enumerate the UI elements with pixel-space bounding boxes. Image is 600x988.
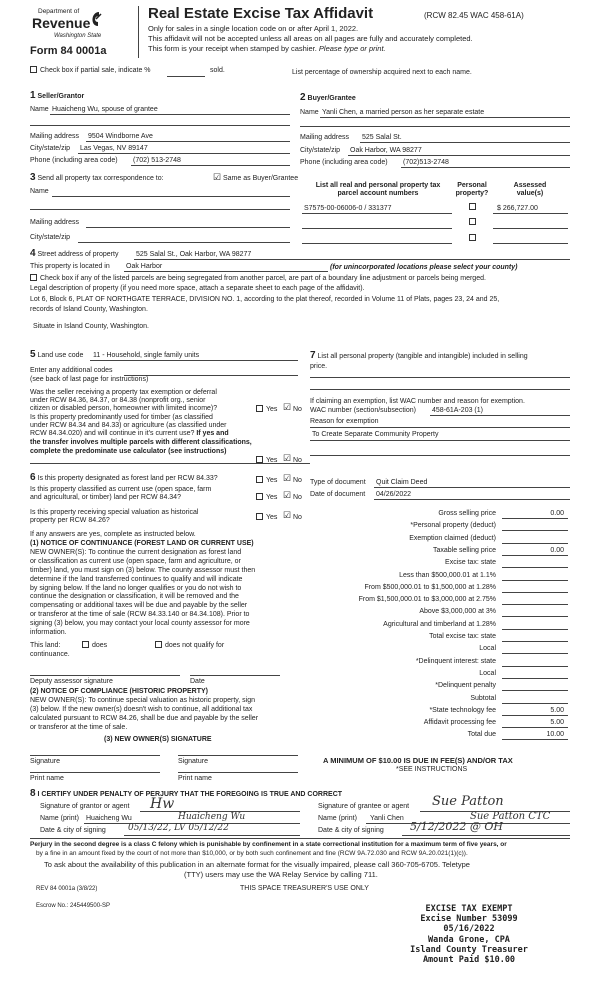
- owner-sig-line-2: [178, 755, 298, 756]
- stamp-line-1: EXCISE TAX EXEMPT: [425, 904, 513, 914]
- header-divider: [138, 6, 139, 58]
- deputy-date-line: [190, 675, 280, 676]
- owner-sig-label-1: Signature: [30, 758, 60, 765]
- q6-2-yes-label: Yes: [266, 494, 278, 501]
- footer-divider: [30, 838, 570, 839]
- located-line: [124, 271, 328, 272]
- grantee-name-label: Name (print): [318, 815, 357, 822]
- reason-label: Reason for exemption: [310, 418, 379, 425]
- notice-line: timber) land, you must sign on (3) below. The county assessor must then: [30, 566, 256, 574]
- agency-top: Department of: [38, 8, 80, 15]
- header-note-2: This affidavit will not be accepted unless all areas on all pages are fully and accurately completed.: [148, 34, 473, 43]
- seller-name[interactable]: Huaicheng Wu, spouse of grantee: [52, 106, 158, 113]
- tax-row-label: Local: [479, 645, 496, 653]
- grantee-name-handwritten: Sue Patton CTC: [470, 811, 551, 822]
- notice-line: calculated pursuant to RCW 84.26, shall be due and payable by the seller: [30, 714, 259, 722]
- section8-num: 8: [30, 788, 36, 799]
- section3-name-line: [52, 196, 290, 197]
- stamp-line-6: Amount Paid $10.00: [422, 954, 516, 965]
- ownership-note: List percentage of ownership acquired next to each name.: [292, 69, 472, 76]
- tax-row-line: [502, 641, 568, 642]
- excise-exempt-stamp: [404, 904, 534, 965]
- tax-row-line: [502, 690, 568, 691]
- grantee-date-line: [402, 835, 570, 836]
- q6-3a: Is this property receiving special valuation as historical: [30, 509, 199, 516]
- q5-1-no-checkbox[interactable]: ☑: [283, 402, 292, 412]
- header-note-3b: Please type or print.: [318, 44, 386, 53]
- doc-type-label: Type of document: [310, 479, 366, 486]
- personal-property-checkbox-2[interactable]: [469, 218, 476, 225]
- tax-row-value[interactable]: 0.00: [550, 510, 564, 517]
- notice-line: information.: [30, 629, 67, 637]
- seller-heading-num: 1: [30, 90, 36, 101]
- q5-1-no-label: No: [293, 406, 302, 413]
- personal-property-checkbox-3[interactable]: [469, 234, 476, 241]
- parcel-col-header-2: parcel account numbers: [337, 190, 419, 198]
- tax-row-line: [502, 739, 568, 740]
- legal-label: Legal description of property (if you need more space, attach a separate sheet to each page of the affidavit).: [30, 285, 365, 292]
- seller-name-label: Name: [30, 106, 49, 113]
- buyer-heading: [300, 92, 356, 104]
- header-note-1: Only for sales in a single location code on or after April 1, 2022.: [148, 24, 359, 33]
- alt-format-2: (TTY) users may use the WA Relay Service by calling 711.: [184, 870, 378, 879]
- stamp-line-5: Island County Treasurer: [410, 944, 528, 955]
- street-address[interactable]: 525 Salal St., Oak Harbor, WA 98277: [136, 251, 252, 258]
- notice-line: NEW OWNER(S): To continue the current designation as forest land: [30, 549, 242, 556]
- seller-heading: [30, 90, 84, 102]
- tax-row-label: Less than $500,000.01 at 1.1%: [399, 571, 496, 579]
- assessed-line-1: [493, 213, 568, 214]
- same-as-buyer-label: Same as Buyer/Grantee: [223, 175, 299, 182]
- q5-2c: [30, 430, 229, 438]
- q6-1-yes-label: Yes: [266, 477, 278, 484]
- segregate-checkbox[interactable]: [30, 274, 37, 281]
- tax-row-line: [502, 653, 568, 654]
- add-codes-line: [124, 375, 298, 376]
- wac-label: WAC number (section/subsection): [310, 407, 416, 414]
- legal-desc-2[interactable]: records of Island County, Washington.: [30, 306, 148, 313]
- notice-line: by signing below. If the land no longer qualifies or you do not wish to: [30, 584, 242, 592]
- tax-row-label: From $500,000.01 to $1,500,000 at 1.28%: [364, 583, 496, 591]
- seller-phone[interactable]: (702) 513-2748: [133, 157, 181, 164]
- tax-row-label: *State technology fee: [429, 706, 496, 714]
- tax-row-label: Total due: [467, 731, 496, 739]
- buyer-name-line: [320, 117, 570, 118]
- grantee-name[interactable]: Yanli Chen: [370, 815, 404, 822]
- notice-line: or transferor at the time of sale.: [30, 723, 128, 731]
- notice2-body: [30, 697, 258, 733]
- q5-2c-text: RCW 84.34.020) and will continue in it's current use?: [30, 430, 195, 437]
- seller-mailing-label: Mailing address: [30, 133, 80, 140]
- seller-heading-label: Seller/Grantor: [37, 93, 85, 100]
- q6-3-no-label: No: [293, 514, 302, 521]
- seller-name-line: [50, 114, 290, 115]
- buyer-city-line: [348, 155, 570, 156]
- notice-line: NEW OWNER(S): To continue special valuation as historic property, sign: [30, 697, 255, 704]
- seller-mailing-line: [86, 141, 290, 142]
- assessed-line-2: [493, 228, 568, 229]
- new-owner-sig-title: (3) NEW OWNER(S) SIGNATURE: [104, 736, 212, 743]
- rev-number: REV 84 0001a (3/8/22): [36, 886, 98, 892]
- parcel-col-header: [308, 182, 448, 198]
- wac-line: [430, 415, 570, 416]
- legal-desc-1[interactable]: Lot 6, Block 6, PLAT OF NORTHGATE TERRACE, DIVISION NO. 1, according to the plat thereof, recorded in Volume 11 of Plats, pages 23, 24 and 25,: [30, 296, 500, 303]
- section3-city-line: [78, 242, 290, 243]
- tax-row-label: Taxable selling price: [432, 546, 496, 554]
- form-title: Real Estate Excise Tax Affidavit: [148, 5, 374, 22]
- section5-num: 5: [30, 349, 36, 360]
- parcel-line-3: [302, 243, 452, 244]
- buyer-phone[interactable]: (702)513-2748: [403, 159, 449, 166]
- parcel-number[interactable]: S7575-00-06006-0 / 331377: [304, 205, 392, 212]
- buyer-phone-line: [401, 167, 570, 168]
- section3-name-line-2: [30, 209, 290, 210]
- parcel-line-1: [302, 213, 452, 214]
- section3-name-label: Name: [30, 188, 49, 195]
- tax-row-value[interactable]: 0.00: [550, 546, 564, 554]
- q6-1: Is this property designated as forest land per RCW 84.33?: [37, 475, 218, 482]
- section8-heading: [30, 788, 342, 800]
- q6-2a: Is this property classified as current use (open space, farm: [30, 486, 212, 493]
- q5-2-no-checkbox[interactable]: ☑: [283, 453, 292, 463]
- owner-print-line-1: [30, 772, 160, 773]
- notice-line: signing (3) below, you may contact your local county assessor for more: [30, 620, 250, 628]
- assessed-value[interactable]: $ 266,727.00: [497, 205, 538, 212]
- doc-date[interactable]: 04/26/2022: [376, 491, 412, 498]
- exempt-instructions: If claiming an exemption, list WAC number and reason for exemption.: [310, 398, 525, 405]
- tax-row-label: Total excise tax: state: [429, 633, 496, 640]
- certify-text: I CERTIFY UNDER PENALTY OF PERJURY THAT THE FOREGOING IS TRUE AND CORRECT: [37, 791, 343, 798]
- q6-3-yes-label: Yes: [266, 514, 278, 521]
- grantee-date-label: Date & city of signing: [318, 827, 384, 834]
- section7-heading: [310, 350, 528, 362]
- q6-2-yes-checkbox[interactable]: [256, 493, 263, 500]
- form-title-ref: (RCW 82.45 WAC 458-61A): [424, 11, 524, 20]
- owner-sig-label-2: Signature: [178, 758, 208, 765]
- tax-row-label: Local: [479, 669, 496, 677]
- seller-phone-label: Phone (including area code): [30, 157, 118, 164]
- q6-2-no-checkbox[interactable]: ☑: [283, 490, 292, 500]
- q5-1-yes-label: Yes: [266, 406, 278, 413]
- perjury-line-2: by a fine in an amount fixed by the court of not more than $10,000, or by both such confinement and fine (RCW 9A.72.030 and RCW 9A.20.021(1)(c)).: [36, 850, 468, 857]
- q5-1c: citizen or disabled person, homeowner with limited income)?: [30, 405, 218, 412]
- land-use-code[interactable]: 11 - Household, single family units: [93, 352, 200, 359]
- grantor-name-handwritten: Huaicheng Wu: [178, 812, 246, 822]
- treasurer-use: THIS SPACE TREASURER'S USE ONLY: [240, 885, 369, 892]
- partial-sale-sold: sold.: [210, 67, 225, 74]
- q5-2e: the transfer involves multiple parcels with different classifications,: [30, 439, 252, 446]
- alt-format-1: To ask about the availability of this publication in an alternate format for the visually impaired, please call 360-705-6705. Teletype: [44, 860, 470, 869]
- minimum-due-notice: A MINIMUM OF $10.00 IS DUE IN FEE(S) AND/OR TAX: [323, 756, 513, 765]
- notice-line: determine if the land transferred continues to qualify and will indicate: [30, 575, 243, 583]
- section6-num: 6: [30, 472, 36, 483]
- tax-row-label: From $1,500,000.01 to $3,000,000 at 2.75%: [358, 596, 496, 604]
- tax-row-value[interactable]: 5.00: [550, 719, 564, 727]
- tax-row-line: [502, 555, 568, 556]
- reason-value[interactable]: To Create Separate Community Property: [312, 431, 439, 438]
- land-does-label: does: [92, 642, 108, 649]
- notice-line: (3) below. If the new owner(s) doesn't wish to continue, all additional tax: [30, 705, 253, 713]
- notice-line: or classification as current use (open space, farm and agriculture, or: [30, 557, 241, 565]
- located-value[interactable]: Oak Harbor: [126, 263, 163, 270]
- legal-desc-3[interactable]: Situate in Island County, Washington.: [33, 323, 149, 330]
- doc-type-line: [374, 487, 570, 488]
- grantor-sig-label: Signature of grantor or agent: [40, 803, 130, 810]
- seller-mailing[interactable]: 9504 Windborne Ave: [88, 133, 153, 140]
- reason-line-3: [310, 455, 570, 456]
- tax-row-label: Above $3,000,000 at 3%: [419, 608, 496, 616]
- q6-2b: and agricultural, or timber) land per RCW 84.34?: [30, 494, 181, 501]
- tax-row-label: Gross selling price: [438, 510, 496, 517]
- agency-logo-icon: [88, 10, 102, 28]
- q5-2-yes-label: Yes: [266, 457, 278, 464]
- section3-num: 3: [30, 172, 36, 183]
- notice-line: or transferor at the time of sale (RCW 84.33.140 or 84.34.108). Prior to: [30, 611, 250, 619]
- tax-row-label: *Delinquent penalty: [435, 682, 496, 690]
- buyer-mailing-label: Mailing address: [300, 134, 350, 141]
- if-any-yes: If any answers are yes, complete as instructed below.: [30, 531, 196, 538]
- buyer-city[interactable]: Oak Harbor, WA 98277: [350, 147, 422, 154]
- q5-2-yes-checkbox[interactable]: [256, 456, 263, 463]
- q5-2f-underline: [30, 463, 310, 464]
- tax-row-line: [502, 543, 568, 544]
- q6-1-yes-checkbox[interactable]: [256, 476, 263, 483]
- tax-row-line: [502, 530, 568, 531]
- q5-2f: complete the predominate use calculator (see instructions): [30, 448, 227, 455]
- reason-line-1: [310, 427, 570, 428]
- perjury-line-1: [30, 841, 507, 848]
- tax-row-label: Agricultural and timberland at 1.28%: [383, 620, 496, 628]
- deputy-sig-line: [30, 675, 180, 676]
- tax-row-line: [502, 518, 568, 519]
- header-note-3: [148, 45, 386, 54]
- section5-heading: [30, 349, 83, 361]
- grantor-date-city[interactable]: 05/13/22, LV 05/12/22: [128, 823, 229, 833]
- section7-text2: price.: [310, 363, 328, 370]
- q5-2d-text: If yes and: [196, 430, 229, 437]
- segregate-text: Check box if any of the listed parcels are being segregated from another parcel, are part of a boundary line adjustment or parcels being merged.: [40, 275, 486, 282]
- tax-row-label: *Personal property (deduct): [410, 522, 496, 530]
- wac-number[interactable]: 458-61A-203 (1): [432, 407, 483, 414]
- land-use-label: Land use code: [37, 352, 84, 359]
- buyer-heading-label: Buyer/Grantee: [307, 95, 356, 102]
- parcel-line-2: [302, 228, 452, 229]
- q5-1-yes-checkbox[interactable]: [256, 405, 263, 412]
- land-does-not-label: does not qualify for: [165, 642, 225, 649]
- grantor-date-label: Date & city of signing: [40, 827, 106, 834]
- escrow-number: Escrow No.: 245449500-SP: [36, 903, 111, 909]
- street-line: [134, 259, 570, 260]
- grantor-date-line: [124, 835, 300, 836]
- deputy-date-label: Date: [190, 678, 205, 685]
- tax-row-line: [502, 567, 568, 568]
- section3-mailing-line: [86, 227, 290, 228]
- tax-row-line: [502, 678, 568, 679]
- section3-city-label: City/state/zip: [30, 234, 71, 241]
- section3-mailing-label: Mailing address: [30, 219, 80, 226]
- seller-city[interactable]: Las Vegas, NV 89147: [80, 145, 148, 152]
- q6-2-no-label: No: [293, 494, 302, 501]
- buyer-mailing-line: [360, 142, 570, 143]
- agency-state: Washington State: [54, 33, 102, 39]
- partial-sale-checkbox[interactable]: [30, 66, 37, 73]
- located-label: This property is located in: [30, 263, 110, 270]
- tax-row-line: [502, 604, 568, 605]
- owner-print-label-2: Print name: [178, 775, 212, 782]
- assessed-col-header-2: value(s): [516, 190, 544, 198]
- grantor-name[interactable]: Huaicheng Wu: [86, 815, 132, 822]
- section4-num: 4: [30, 248, 36, 259]
- notice1-body: [30, 549, 255, 638]
- grantee-sig-label: Signature of grantee or agent: [318, 803, 410, 810]
- continuance-label: continuance.: [30, 651, 70, 658]
- tax-row-line: [502, 666, 568, 667]
- section3-heading: [30, 172, 164, 184]
- q5-1b: under RCW 84.36, 84.37, or 84.38 (nonprofit org., senior: [30, 397, 206, 404]
- assessed-col-header-1: Assessed: [513, 182, 547, 189]
- form-number: Form 84 0001a: [30, 45, 107, 57]
- deputy-signature-label: Deputy assessor signature: [30, 678, 113, 685]
- tax-row-value[interactable]: 10.00: [546, 731, 564, 739]
- tax-row-line: [502, 727, 568, 728]
- parcel-col-header-1: List all real and personal property tax: [315, 182, 441, 189]
- buyer-name-label: Name: [300, 109, 319, 116]
- tax-row-label: Exemption claimed (deduct): [409, 534, 496, 542]
- buyer-mailing[interactable]: 525 Salal St.: [362, 134, 402, 141]
- q5-2b: under RCW 84.34 and 84.33) or agriculture (as classified under: [30, 422, 227, 429]
- tax-row-line: [502, 580, 568, 581]
- tax-row-line: [502, 715, 568, 716]
- see-back-note: (see back of last page for instructions): [30, 376, 149, 383]
- located-note: (for unincorporated locations please select your county): [330, 264, 518, 271]
- buyer-heading-num: 2: [300, 92, 306, 103]
- q6-1-no-label: No: [293, 477, 302, 484]
- header-note-3a: This form is your receipt when stamped by cashier.: [148, 44, 317, 53]
- owner-sig-line-1: [30, 755, 160, 756]
- tax-row-line: [502, 629, 568, 630]
- owner-print-label-1: Print name: [30, 775, 64, 782]
- grantor-signature[interactable]: Hw: [150, 796, 175, 812]
- street-label: Street address of property: [37, 251, 119, 258]
- q5-2a: Is this property predominantly used for timber (as classified: [30, 414, 213, 421]
- personal-property-checkbox-1[interactable]: [469, 203, 476, 210]
- doc-type[interactable]: Quit Claim Deed: [376, 479, 428, 486]
- grantee-signature[interactable]: Sue Patton: [432, 794, 504, 809]
- seller-city-line: [78, 153, 290, 154]
- doc-date-label: Date of document: [310, 491, 366, 498]
- stamp-line-4: Wanda Grone, CPA: [428, 934, 510, 945]
- land-does-not-checkbox[interactable]: [155, 641, 162, 648]
- perjury-line-1-text: Perjury in the second degree is a class C felony which is punishable by confinement in a state correctional institution for a maximum term of five years, or: [30, 841, 507, 848]
- q6-3b: property per RCW 84.26?: [30, 517, 110, 524]
- notice1-title: (1) NOTICE OF CONTINUANCE (FOREST LAND OR CURRENT USE): [30, 540, 254, 547]
- notice2-title: (2) NOTICE OF COMPLIANCE (HISTORIC PROPERTY): [30, 688, 208, 695]
- q6-1-no-checkbox[interactable]: ☑: [283, 473, 292, 483]
- seller-name-line-2: [30, 125, 290, 126]
- section3-text: Send all property tax correspondence to:: [37, 175, 164, 182]
- section7-num: 7: [310, 350, 316, 361]
- personal-col-header-1: Personal: [457, 182, 487, 189]
- seller-city-label: City/state/zip: [30, 145, 71, 152]
- section7-text1: List all personal property (tangible and intangible) included in selling: [317, 353, 528, 360]
- personal-col-header-2: property?: [455, 190, 489, 198]
- stamp-line-2: Excise Number 53099: [420, 914, 518, 925]
- q5-1a: Was the seller receiving a property tax exemption or deferral: [30, 389, 217, 396]
- tax-row-line: [502, 592, 568, 593]
- see-instructions: *SEE INSTRUCTIONS: [396, 766, 468, 773]
- stamp-line-3: 05/16/2022: [443, 924, 495, 935]
- section6-heading: [30, 472, 218, 484]
- buyer-phone-label: Phone (including area code): [300, 159, 388, 166]
- same-as-buyer-checkbox[interactable]: ☑: [213, 172, 222, 182]
- tax-row-label: Excise tax: state: [445, 559, 496, 567]
- section4-heading: [30, 248, 118, 260]
- tax-row-value[interactable]: 5.00: [550, 706, 564, 714]
- seller-phone-line: [131, 165, 290, 166]
- buyer-city-label: City/state/zip: [300, 147, 341, 154]
- tax-row-label: Subtotal: [470, 694, 496, 702]
- personal-col-header: [452, 182, 492, 198]
- doc-date-line: [374, 499, 570, 500]
- partial-sale-text: Check box if partial sale, indicate %: [40, 67, 151, 74]
- agency-name: Revenue: [32, 15, 91, 31]
- tax-row-line: [502, 703, 568, 704]
- grantee-date-city[interactable]: 5/12/2022 @ OH: [410, 820, 504, 833]
- add-codes-label: Enter any additional codes: [30, 367, 113, 374]
- this-land-label: This land:: [30, 642, 61, 649]
- tax-row-label: Affidavit processing fee: [423, 719, 496, 727]
- q6-3-no-checkbox[interactable]: ☑: [283, 510, 292, 520]
- partial-sale-percent-field[interactable]: [167, 76, 205, 77]
- reason-line-2: [310, 440, 570, 441]
- notice-line: compensating or additional taxes will be due and payable by the seller: [30, 602, 248, 610]
- tax-row-label: *Delinquent interest: state: [415, 657, 496, 665]
- personal-prop-line-2: [310, 389, 570, 390]
- tax-row-line: [502, 616, 568, 617]
- owner-print-line-2: [178, 772, 298, 773]
- land-use-line: [90, 360, 298, 361]
- assessed-line-3: [493, 243, 568, 244]
- land-does-checkbox[interactable]: [82, 641, 89, 648]
- buyer-name-line-2: [300, 126, 570, 127]
- notice-line: continue the designation or classification, it will be removed and the: [30, 593, 239, 601]
- buyer-name[interactable]: Yanli Chen, a married person as her separate estate: [322, 109, 485, 116]
- q5-2-no-label: No: [293, 457, 302, 464]
- assessed-col-header: [500, 182, 560, 198]
- grantor-name-label: Name (print): [40, 815, 79, 822]
- q6-3-yes-checkbox[interactable]: [256, 513, 263, 520]
- personal-prop-line-1: [310, 377, 570, 378]
